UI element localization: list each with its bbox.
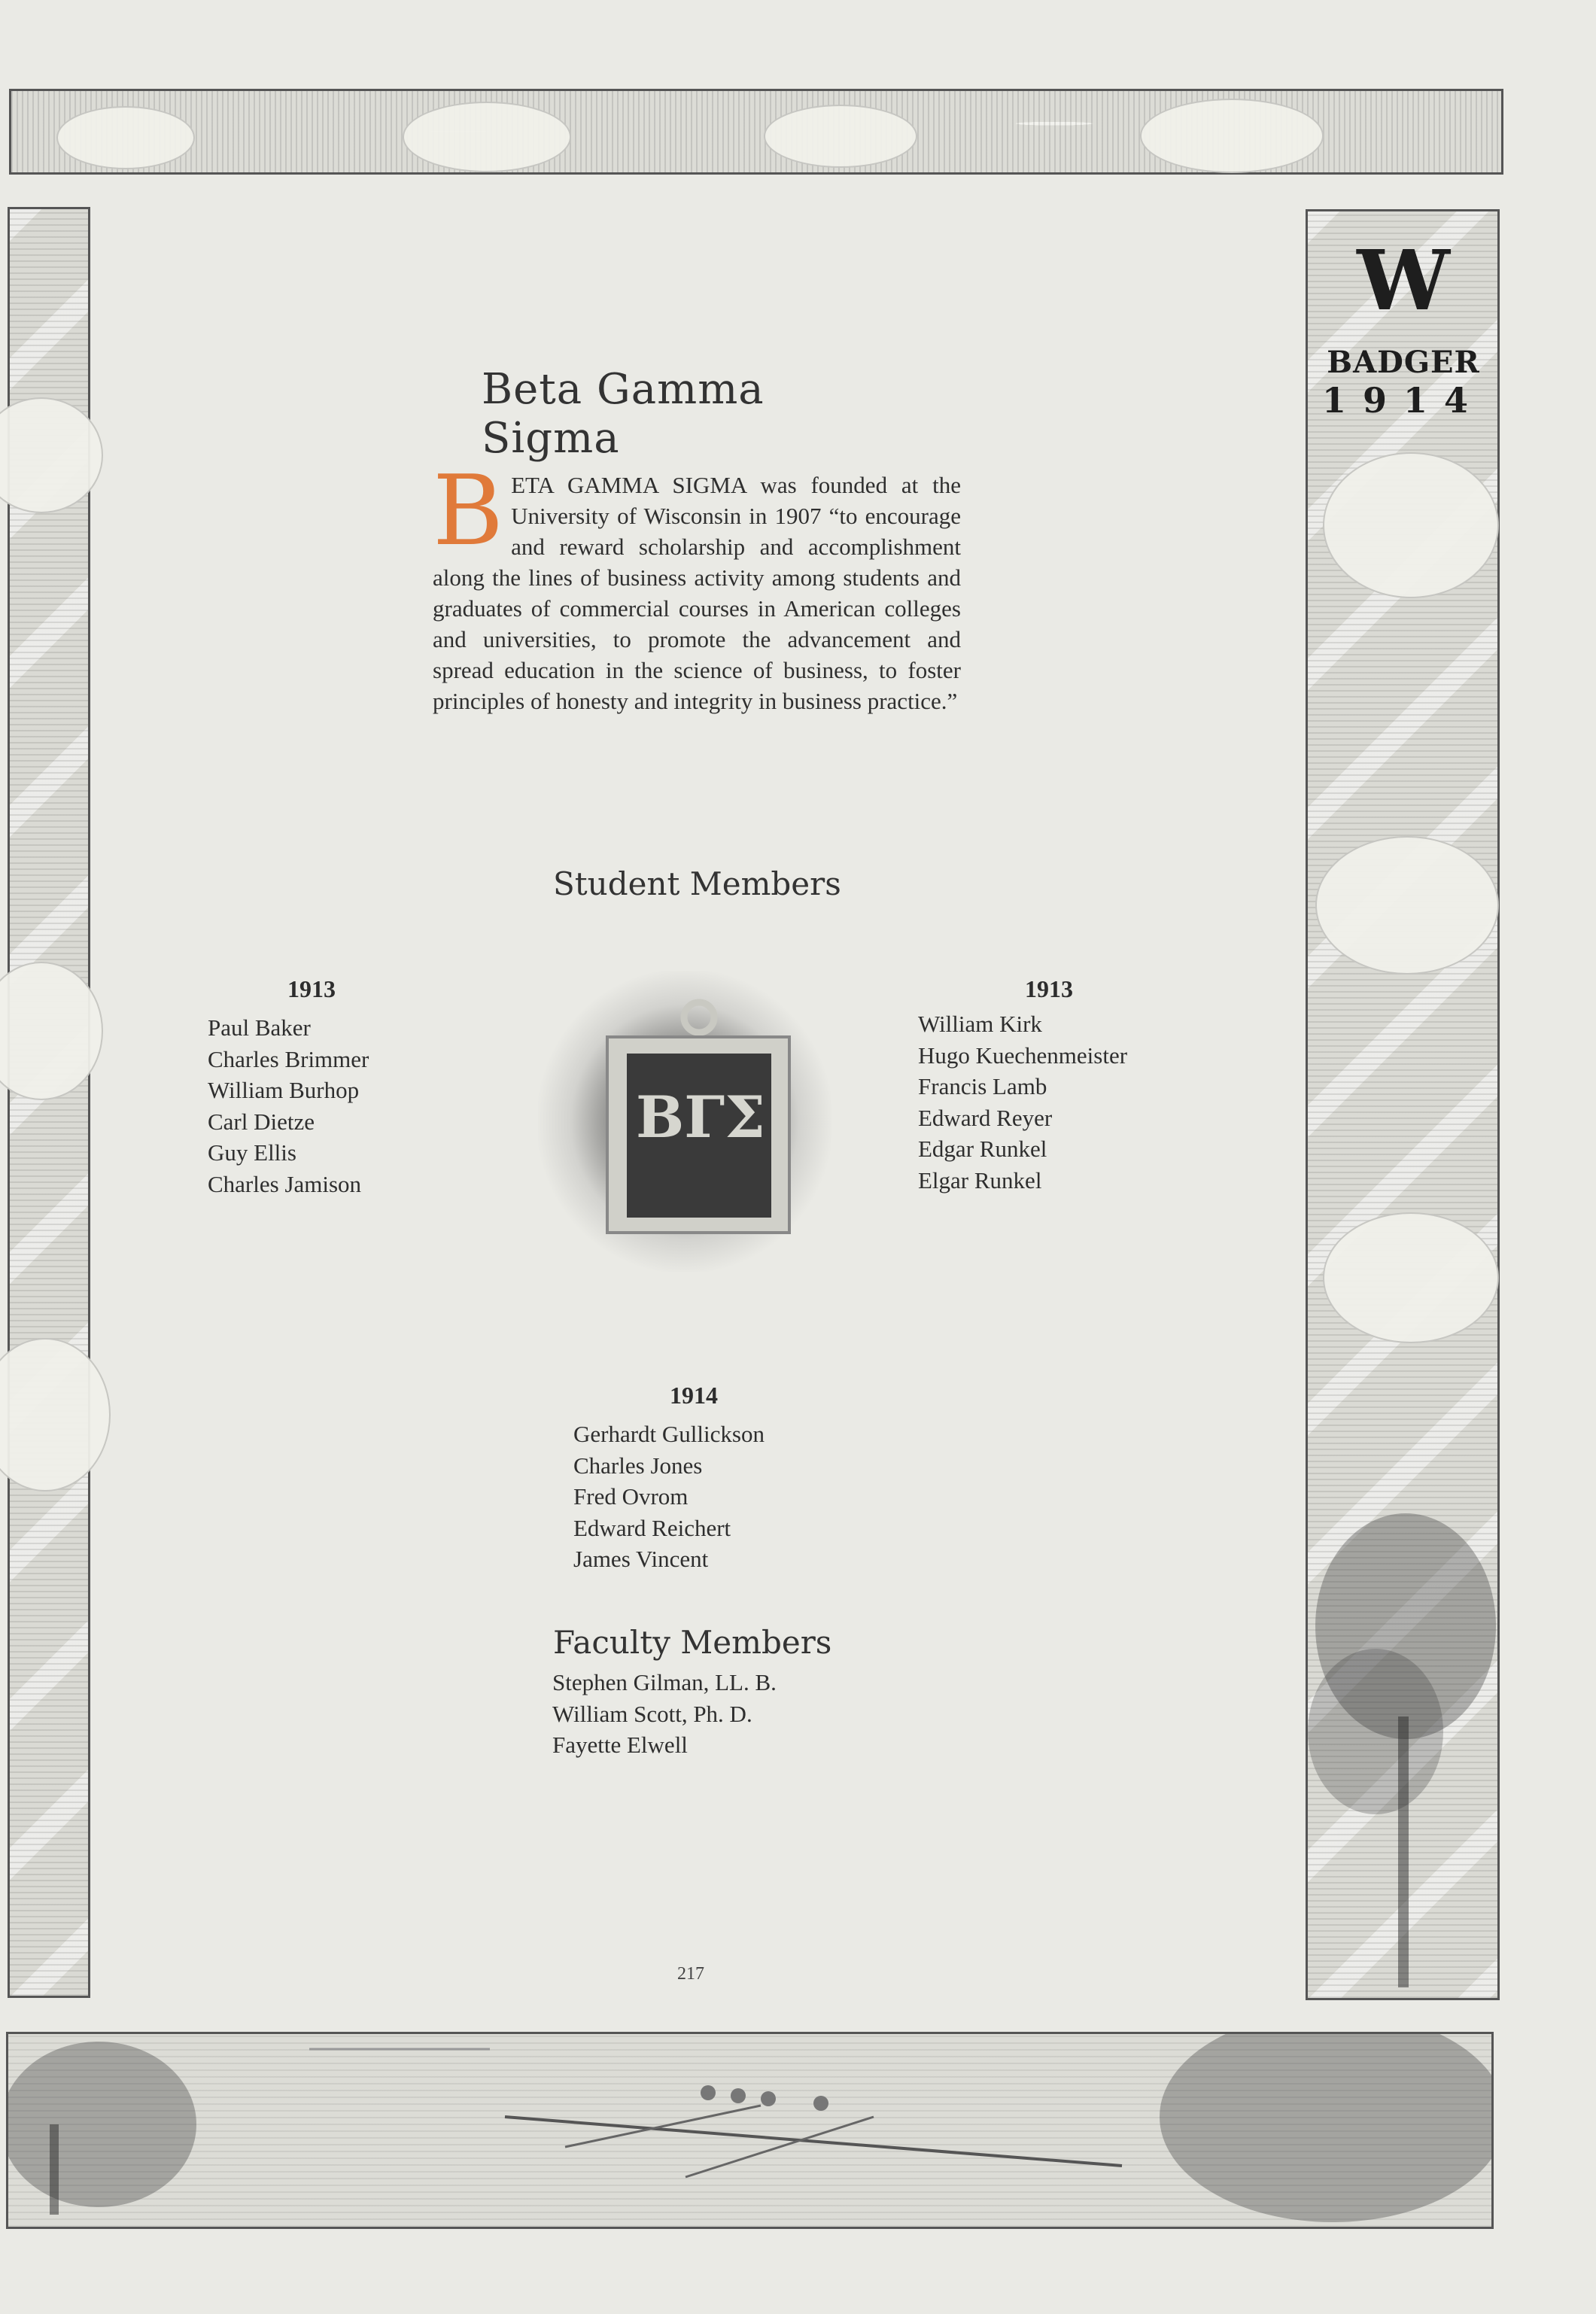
logo-letter: W [1357,232,1450,329]
cloud-decoration [0,397,103,513]
year-heading: 1914 [670,1382,718,1409]
list-item: Carl Dietze [208,1108,315,1135]
cloud-decoration [0,962,103,1100]
list-item: William Burhop [208,1077,360,1103]
left-border-column [8,207,90,1998]
page-title: Beta Gamma Sigma [482,365,765,463]
list-item: Hugo Kuechenmeister [918,1041,1128,1069]
list-item: William Scott, Ph. D. [552,1700,752,1727]
faculty-members-heading: Faculty Members [553,1624,832,1661]
member-list-right [918,1008,1127,1196]
student-members-heading: Student Members [553,865,841,902]
list-item: James Vincent [573,1546,709,1572]
list-item: Charles Brimmer [208,1045,369,1072]
list-item: Elgar Runkel [918,1166,1042,1193]
list-item: Fayette Elwell [552,1732,688,1758]
logo-year: 1914 [1321,380,1485,421]
faculty-list [552,1667,777,1761]
cloud-decoration [764,105,917,168]
cloud-decoration [1323,1212,1499,1343]
year-heading: 1913 [1025,975,1073,1002]
list-item: Charles Jones [573,1452,703,1479]
cloud-decoration [56,106,195,169]
top-border-band [9,89,1503,175]
page-number: 217 [677,1964,704,1984]
list-item: Edward Reichert [573,1514,731,1541]
bottom-border-band [6,2032,1494,2229]
logo-name: BADGER [1327,345,1480,380]
rowing-scene-illustration [8,2034,1491,2227]
intro-text: ETA GAMMA SIGMA was founded at the University of Wisconsin in 1907 “to encourage and reward scholarship and accomplishment along the lines of business activity among students and graduates of commercial courses in American colleges and universities, to promote the advancement and spread education in the science of business, to foster principles of honesty and integrity in business practice.” [433,472,961,714]
list-item: Fred Ovrom [573,1483,689,1510]
list-item: Gerhardt Gullickson [573,1421,765,1447]
member-list-center [573,1419,765,1575]
list-item: William Kirk [918,1011,1042,1037]
pin-letters: BΓΣ [636,1084,765,1151]
tree-illustration [1308,1491,1497,2002]
list-item: Francis Lamb [918,1073,1047,1099]
cloud-decoration [1323,452,1499,598]
cloud-decoration [403,102,571,172]
right-border-column [1306,209,1500,2000]
list-item: Paul Baker [208,1014,311,1041]
cloud-decoration [0,1338,111,1491]
cloud-decoration [1315,836,1499,975]
list-item: Stephen Gilman, LL. B. [552,1669,777,1695]
badger-logo [1309,232,1497,421]
cloud-decoration [1140,99,1324,173]
intro-paragraph [433,455,961,716]
year-heading: 1913 [287,975,336,1002]
list-item: Charles Jamison [208,1170,362,1197]
fraternity-pin-image [538,971,831,1272]
drop-cap: B [433,455,504,567]
list-item: Guy Ellis [208,1139,296,1166]
member-list-left [208,1012,369,1200]
list-item: Edgar Runkel [918,1136,1047,1162]
list-item: Edward Reyer [918,1104,1053,1131]
